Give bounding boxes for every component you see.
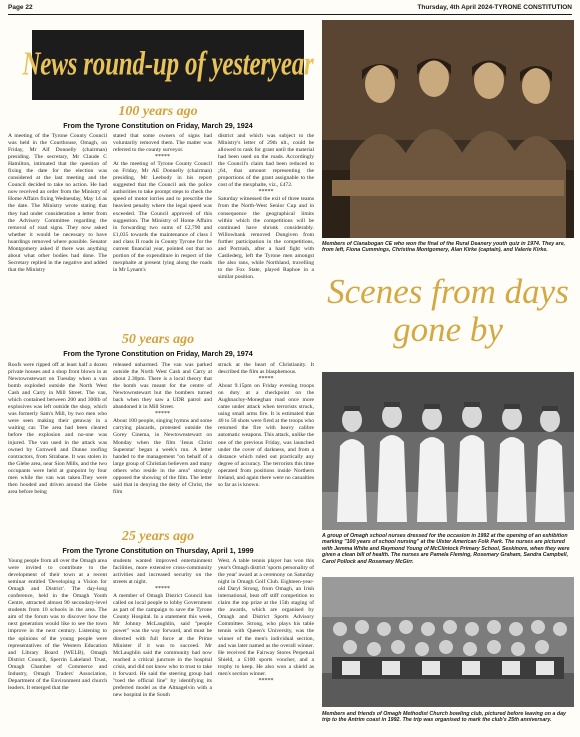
article-100-col3 — [218, 133, 314, 328]
article-100-col1 — [8, 133, 107, 328]
article-100-text-2: stated that some owners of signs had voluntarily removed them. The matter was referred to the county surveyor. — [113, 133, 212, 154]
article-100-text-5: Saturday witnessed the exit of three teams from the North-West Senior Cup and in consequence the geographical limits within which the competitions will be continued have shrunk considerably. Willowbank removed Dungiven from further participation in the competitions, and Portrush, after a hard fight with Castlederg, left the Tyrone men amongst the also rans, while Northland, travelling to the Fox State, played Raphoe in a similar position. — [218, 196, 314, 280]
subheading-25-years: From the Tyrone Constitution on Thursday, April 1, 1999 — [62, 546, 254, 555]
photo-bowling-club-image — [322, 577, 574, 707]
photo-bowling-club — [322, 577, 574, 707]
article-25-col1 — [8, 558, 107, 730]
article-100-text-3: At the meeting of Tyrone County Council on Friday, Mr AE Donnelly (chairman) presiding, Mr Leebody in his report suggested that the Council ask the police authorities to take prompt steps to check the speed of motor lorries and to prescribe the heaviest penalty where the legal speed was exceeded. The Council approved of this suggestion. The Ministry of Home Affairs in forwarding two sums of £2,790 and £1,035 towards the maintenance of class I and class II roads in County Tyrone for the current financial year, pointed out that no portion of the expenditure in respect of the mexphalte at present lying along the roads in Mr Lynam's — [113, 161, 212, 273]
separator-stars: ***** — [155, 154, 170, 161]
article-50-text-2: released unharmed. The van was parked outside the North West Cash and Carry at about 2.30pm. There is a local theory that the bomb was meant for the centre of Newtownstewart but the bombers turned back when they saw a UDR patrol and abandoned it in Mill Street. — [113, 362, 212, 411]
article-100-text-1: A meeting of the Tyrone County Council was held in the Courthouse, Omagh, on Friday, Mr Alf Donnelly (chairman) presiding. The secretary, Mr Claude C Hamilton, intimated that the question of fixing the date for the election was considered at the last meeting and the Council decided to take no action. He had now received an order from the Ministry of Home Affairs fixing Wednesday, May 14 as the date. The Ministry wrote stating that they had under consideration a letter from the Advisory Committee regarding the removal of road signs. They now asked whether it would be necessary to have hoardings removed where possible. Senator Montgomery asked if there was anything about what other bodies had done. The Secretary replied in the negative and added that the Ministry — [8, 133, 107, 273]
heading-100-years: 100 years ago — [118, 104, 198, 119]
article-50-text-3: About 100 people, singing hymns and some carrying placards, protested outside the Gorey Cinema, in Newtownstewart on Monday when the film 'Jesus Christ Superstar' began a week's run. A letter handed to the management "on behalf of a large group of Christian believers and many others who reside in the area" strongly opposed the showing of the film. The letter said that in denying the deity of Christ, the film — [113, 418, 212, 495]
section-banner — [22, 30, 314, 100]
subheading-50-years: From the Tyrone Constitution on Friday, March 29, 1974 — [63, 349, 253, 358]
issue-date-publication: Thursday, 4th April 2024-TYRONE CONSTITUTION — [417, 4, 572, 11]
caption-school-nurses: A group of Omagh school nurses dressed for the occasion in 1992 at the opening of an exhibition marking "100 years of school nursing" at the Ulster American Folk Park. The nurses are pictured with Jemma White and Raymond Young of McClintock Primary School, Seskinore, when they were given a clean bill of health. The nurses are Pamela Fleming, Rosemary Graham, Sandra Campbell, Carol Pollock and Rosemary McGirr. — [322, 533, 570, 565]
article-50-text-5: About 9.15pm on Friday evening troops on duty at a checkpoint on the Aughnacloy-Moneghan road once more came under attack when terrorists struck, using small arms fire. It is estimated that 40 to 50 shots were fired at the troops who returned the fire with heavy calibre automatic weapons. This attack, unlike the one of the previous Friday, was launched under the cover of darkness, and from a distance which ruled out practically any degree of accuracy. The terrorists this time operated from positions inside Northern Ireland, and again there were no casualties so far as is known. — [218, 383, 314, 488]
article-25-col2 — [113, 558, 212, 730]
heading-50-years: 50 years ago — [121, 332, 195, 347]
article-50-col1 — [8, 362, 107, 524]
photo-school-nurses — [322, 372, 574, 530]
banner-title: News round-up of yesteryear — [22, 46, 314, 83]
article-25-text-5: A table tennis player has won this year's Omagh district 'sports personality of the year' award at a ceremony on Saturday night in Omagh Golf Club. Eighteen-year-old Daryl Strong, from Omagh, an Irish international, beat off stiff competition to claim the top prize at the 15th staging of the awards, which are organised by Omagh and District Sports Advisory Committee. Strong, who plays his table tennis with Queen's University, was the winner of the men's individual section, and was later named as the overall winner. He received the Fairway Stores Perpetual Shield, a £100 sports voucher, and a trophy to keep. He also won a shield as men's section winner. — [218, 558, 314, 677]
article-50-text-1: Roofs were ripped off at least half a dozen private houses and a shop front blown in at Newtownstewart on Tuesday when a van bomb exploded outside the North West Cash and Carry in Mill Street. The van, which contained between 200 and 300lb of explosives was left outside the shop, which was formerly Sam's Mill, by two men who were seen making their getaway in a waiting car. The area had been cleared before the explosion and no-one was injured. The van used in the attack was owned by Cornwell and Dunne roofing contractors, from Strabane. It was stolen in the Glebe area, near Sion Mills, and the two occupants were held at gunpoint by four men while the van was taken.They were then hooded and driven around the Glebe area before being — [8, 362, 107, 495]
scenes-title: Scenes from days gone by — [327, 272, 569, 349]
separator-stars: ***** — [258, 189, 274, 196]
photo-quiz-team — [322, 20, 574, 238]
article-25-text-3: A member of Omagh District Council has called on local people to lobby Government as part of the campaign to save the Tyrone County Hospital. In a statement this week, Mr Johnny McLaughlin, said "people power" was the way forward, and must be directed with full force at the Prime Minister if it was to succeed. Mr McLaughlin said the community had now reached a critical juncture in the hospital crisis, and did not know who to trust to take it forward. He said the steering group had "toed the official line" by identifying its preferred model as the Altnagelvin with a new hospital in the South — [113, 593, 212, 698]
page-number: Page 22 — [8, 4, 33, 11]
photo-school-nurses-image — [322, 372, 574, 530]
header-rule — [8, 14, 572, 15]
caption-bowling-club: Members and friends of Omagh Methodist Church bowling club, pictured before leaving on a day trip to the Antrim coast in 1992. The trip was organised to mark the club's 25th anniversary. — [322, 711, 566, 724]
separator-stars: ***** — [155, 586, 170, 593]
photo-quiz-team-image — [322, 20, 574, 238]
article-25-text-2: students wanted improved entertainment facilities, more extensive cross-community activities and increased security on the streets at night. — [113, 558, 212, 586]
caption-quiz-team: Members of Clanabogan CE who won the final of the Rural Deanery youth quiz in 1974. They are, from left, Fiona Cummings, Christina Montgomery, Alan Kirke (captain), and Valerie Kirke. — [322, 241, 566, 254]
separator-stars: ***** — [258, 376, 274, 383]
heading-25-years: 25 years ago — [121, 529, 195, 544]
article-50-col3 — [218, 362, 314, 524]
subheading-100-years: From the Tyrone Constitution on Friday, March 29, 1924 — [63, 121, 253, 130]
article-25-text-1: Young people from all over the Omagh area were invited to contribute to the development of their town at a recent seminar entitled 'Developing a Vision for Omagh and District'. The day-long conference, held in the Omagh Youth Centre, attracted almost 90 secondary-level students from 10 schools in the area. The aim of the forum was to discover how the next generation would like to see the town improve in the next century. Listening to the opinions of the young people were representatives of the Western Education and Library Board (WELB), Omagh District Council, Sperrin Lakeland Trust, Omagh Chamber of Commerce and Industry, Omagh Traders' Association, Department of the Environment and church leaders. It emerged that the — [8, 558, 107, 691]
article-50-text-4: struck at the heart of Christianity. It described the film as blasphemous. — [218, 362, 314, 376]
article-50-col2 — [113, 362, 212, 524]
separator-stars: ***** — [258, 677, 274, 684]
article-100-col2 — [113, 133, 212, 328]
article-25-col3 — [218, 558, 314, 730]
article-100-text-4: district and which was subject to the Ministry's letter of 29th ult., could be allowed to rank for grant until the material had been used on the roads. Accordingly the Council's claim had been reduced to ¡64, that amount representing the proportions of the grant assignable to the cost of the mexphalte, viz., £472. — [218, 133, 314, 189]
article-25-text-4: West. — [218, 558, 231, 564]
separator-stars: ***** — [155, 411, 170, 418]
